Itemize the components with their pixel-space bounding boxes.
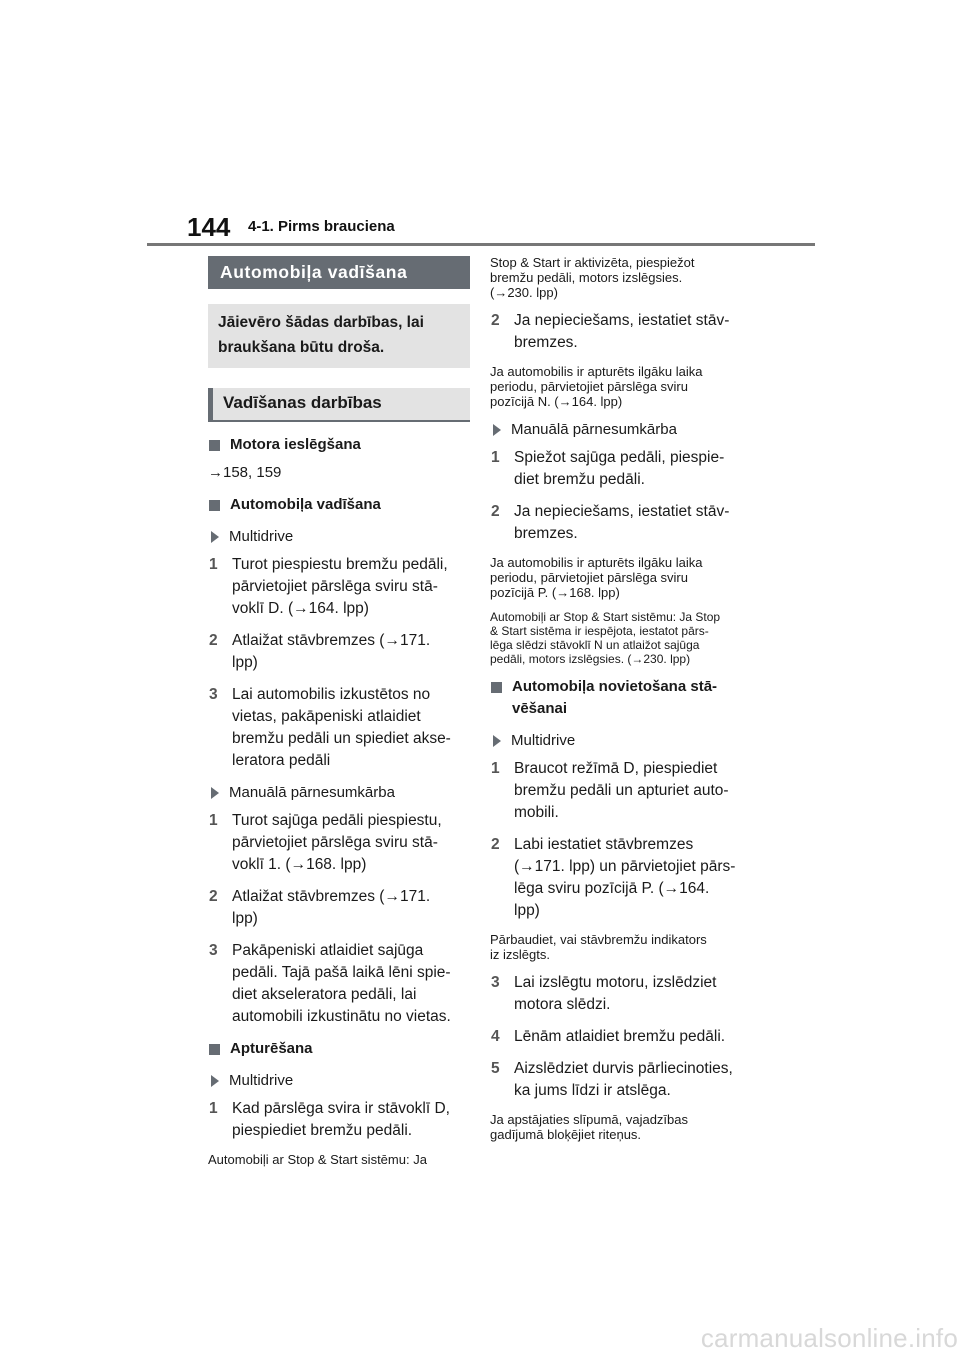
step-number: 2: [491, 836, 500, 853]
subsection-heading: Vadīšanas darbības: [208, 388, 470, 422]
step: [208, 630, 470, 674]
step: [490, 1058, 750, 1102]
step-line: Braucot režīmā D, piespiediet: [514, 760, 718, 777]
driving-heading: [208, 494, 470, 516]
note-line: Ja automobilis ir apturēts ilgāku laika: [490, 555, 703, 570]
note-line: Stop & Start ir aktivizēta, piespiežot: [490, 255, 695, 270]
step-line: Labi iestatiet stāvbremzes: [514, 836, 694, 853]
note-line: Ja automobilis ir apturēts ilgāku laika: [490, 364, 703, 379]
step-number: 2: [209, 888, 218, 905]
step-line: Atlaižat stāvbremzes (→171.: [232, 632, 431, 649]
step-line: lpp): [232, 654, 258, 671]
heading-line: Automobiļa novietošana stā-: [512, 678, 718, 695]
note-line: pozīcijā P. (→168. lpp): [490, 585, 620, 600]
note-text: [490, 555, 750, 600]
note-text: [490, 364, 750, 409]
step-line: Lai automobilis izkustētos no: [232, 686, 431, 703]
step-line: pārvietojiet pārslēga sviru stā-: [232, 578, 438, 595]
step-number: 1: [209, 812, 218, 829]
square-bullet-icon: [209, 500, 220, 511]
note-line: iz izslēgts.: [490, 947, 550, 962]
step-line: mobili.: [514, 804, 559, 821]
step: [208, 810, 470, 876]
note-line: periodu, pārvietojiet pārslēga sviru: [490, 570, 688, 585]
step-line: (→171. lpp) un pārvietojiet pārs-: [514, 858, 736, 875]
triangle-bullet-icon: [493, 424, 501, 436]
note-line: pozīcijā N. (→164. lpp): [490, 394, 623, 409]
note-text: [490, 1112, 750, 1142]
intro-line: Jāievēro šādas darbības, lai: [218, 314, 424, 331]
step: [490, 834, 750, 922]
watermark-site: carmanualsonline.info: [700, 1323, 958, 1353]
triangle-bullet-icon: [211, 787, 219, 799]
subheading-label: Multidrive: [229, 528, 294, 545]
note-text: [490, 932, 750, 962]
step-number: 1: [209, 556, 218, 573]
heading-label: Motora ieslēgšana: [230, 436, 361, 453]
step-line: Pakāpeniski atlaidiet sajūga: [232, 942, 424, 959]
section-heading: Automobiļa vadīšana: [208, 256, 470, 289]
left-column: [208, 256, 470, 1167]
step: [490, 447, 750, 491]
subheading-label: Multidrive: [511, 732, 576, 749]
step-line: lēga sviru pozīcijā P. (→164.: [514, 880, 710, 897]
step-line: lpp): [514, 902, 540, 919]
note-line: bremžu pedāli, motors izslēgsies.: [490, 270, 683, 285]
heading-label: Apturēšana: [230, 1040, 313, 1057]
note-line: lēga slēdzi stāvoklī N un atlaižot sajūga: [490, 638, 700, 652]
step-line: Turot sajūga pedāli piespiestu,: [232, 812, 442, 829]
note-line: periodu, pārvietojiet pārslēga sviru: [490, 379, 688, 394]
step: [208, 554, 470, 620]
step: [490, 310, 750, 354]
step-line: Lēnām atlaidiet bremžu pedāli.: [514, 1028, 726, 1045]
stop-heading: [208, 1038, 470, 1060]
section-title: 4-1. Pirms brauciena: [248, 218, 395, 235]
note-line: & Start sistēma ir iespējota, iestatot pārs-: [490, 624, 709, 638]
triangle-bullet-icon: [211, 531, 219, 543]
parking-heading: [490, 676, 750, 720]
triangle-bullet-icon: [211, 1075, 219, 1087]
subheading-label: Multidrive: [229, 1072, 294, 1089]
step-number: 4: [491, 1028, 500, 1045]
square-bullet-icon: [209, 440, 220, 451]
heading-line: vēšanai: [512, 700, 568, 717]
step-line: Atlaižat stāvbremzes (→171.: [232, 888, 431, 905]
step-number: 2: [491, 312, 500, 329]
step-line: bremžu pedāli un apturiet auto-: [514, 782, 729, 799]
square-bullet-icon: [209, 1044, 220, 1055]
step-line: diet bremžu pedāli.: [514, 471, 645, 488]
header-divider: [147, 243, 815, 246]
note-line: gadījumā bloķējiet riteņus.: [490, 1127, 642, 1142]
note-line: Pārbaudiet, vai stāvbremžu indikators: [490, 932, 707, 947]
step-line: Lai izslēgtu motoru, izslēdziet: [514, 974, 717, 991]
step-line: bremžu pedāli un spiediet akse-: [232, 730, 451, 747]
note-text: Automobiļi ar Stop & Start sistēmu: Ja: [208, 1152, 427, 1167]
step-line: bremzes.: [514, 334, 578, 351]
step-line: automobili izkustinātu no vietas.: [232, 1008, 451, 1025]
step: [208, 1098, 470, 1142]
step-number: 2: [491, 503, 500, 520]
step: [490, 758, 750, 824]
multidrive-subheading: [208, 1070, 470, 1092]
step-line: Ja nepieciešams, iestatiet stāv-: [514, 312, 730, 329]
right-column: [490, 255, 750, 1142]
step-line: bremzes.: [514, 525, 578, 542]
note-line: Ja apstājaties slīpumā, vajadzības: [490, 1112, 688, 1127]
step: [208, 940, 470, 1028]
step-line: piespiediet bremžu pedāli.: [232, 1122, 413, 1139]
step-line: Spiežot sajūga pedāli, piespie-: [514, 449, 725, 466]
note-line: (→230. lpp): [490, 285, 558, 300]
page-number: 144: [187, 212, 231, 242]
step-number: 5: [491, 1060, 500, 1077]
note-line: Automobiļi ar Stop & Start sistēmu: Ja Stop: [490, 610, 721, 624]
step-line: lpp): [232, 910, 258, 927]
note-line: pedāli, motors izslēgsies. (→230. lpp): [490, 652, 691, 666]
step-number: 1: [491, 449, 500, 466]
multidrive-subheading: [208, 526, 470, 548]
note-text: [490, 610, 750, 666]
step-line: motora slēdzi.: [514, 996, 611, 1013]
heading-label: Automobiļa vadīšana: [230, 496, 381, 513]
step: [208, 684, 470, 772]
intro-line: braukšana būtu droša.: [218, 339, 385, 356]
step-number: 2: [209, 632, 218, 649]
multidrive-subheading: [490, 730, 750, 752]
step-line: pedāli. Tajā pašā laikā lēni spie-: [232, 964, 451, 981]
step-line: diet akseleratora pedāli, lai: [232, 986, 417, 1003]
step-line: voklī D. (→164. lpp): [232, 600, 369, 617]
step-line: voklī 1. (→168. lpp): [232, 856, 367, 873]
step-number: 1: [209, 1100, 218, 1117]
step-number: 3: [209, 942, 218, 959]
step-line: vietas, pakāpeniski atlaidiet: [232, 708, 421, 725]
intro-box: [208, 304, 470, 368]
manual-subheading: [208, 782, 470, 804]
step-number: 3: [209, 686, 218, 703]
square-bullet-icon: [491, 682, 502, 693]
step-line: Aizslēdziet durvis pārliecinoties,: [514, 1060, 733, 1077]
note-text: [490, 255, 750, 300]
step: [490, 501, 750, 545]
step: [208, 886, 470, 930]
step-line: leratora pedāli: [232, 752, 331, 769]
page-reference: →158, 159: [208, 464, 282, 481]
step-line: Turot piespiestu bremžu pedāli,: [232, 556, 448, 573]
step-number: 3: [491, 974, 500, 991]
step-line: Ja nepieciešams, iestatiet stāv-: [514, 503, 730, 520]
step-line: ka jums līdzi ir atslēga.: [514, 1082, 671, 1099]
subheading-label: Manuālā pārnesumkārba: [511, 421, 677, 438]
step-line: Kad pārslēga svira ir stāvoklī D,: [232, 1100, 450, 1117]
step-line: pārvietojiet pārslēga sviru stā-: [232, 834, 438, 851]
step: [490, 1026, 750, 1048]
triangle-bullet-icon: [493, 735, 501, 747]
subheading-label: Manuālā pārnesumkārba: [229, 784, 395, 801]
step-number: 1: [491, 760, 500, 777]
manual-subheading: [490, 419, 750, 441]
motor-heading: [208, 434, 470, 456]
step: [490, 972, 750, 1016]
